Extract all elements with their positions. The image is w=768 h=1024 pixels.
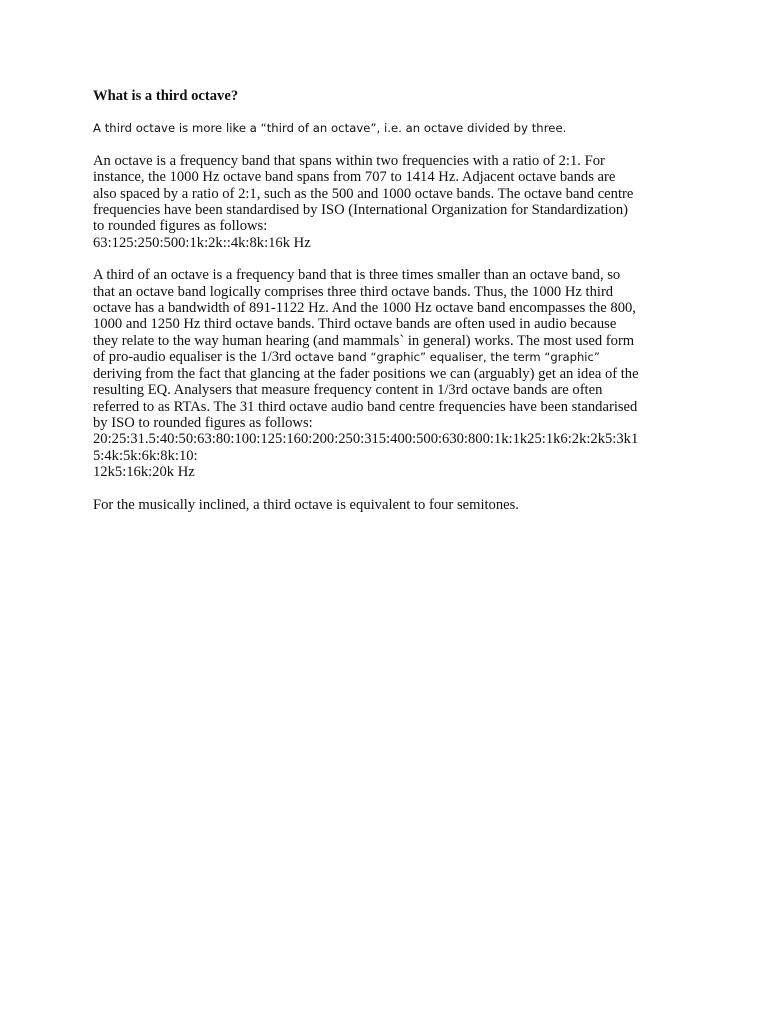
paragraph-line: to rounded figures as follows:: [93, 218, 268, 235]
paragraph-line: referred to as RTAs. The 31 third octave audio band centre frequencies have been standarised: [93, 398, 638, 415]
third-octave-frequency-list-end: 12k5:16k:20k Hz: [93, 464, 195, 481]
intro-paragraph: A third octave is more like a “third of an octave”, i.e. an octave divided by three.: [93, 121, 567, 136]
paragraph-line: deriving from the fact that glancing at the fader positions we can (arguably) get an idea of the: [93, 365, 639, 382]
paragraph-line: also spaced by a ratio of 2:1, such as the 500 and 1000 octave bands. The octave band centre: [93, 185, 634, 202]
octave-frequency-list: 63:125:250:500:1k:2k::4k:8k:16k Hz: [93, 234, 311, 251]
paragraph-line: frequencies have been standardised by ISO (International Organization for Standardization): [93, 202, 629, 219]
musical-paragraph: For the musically inclined, a third octave is equivalent to four semitones.: [93, 496, 519, 513]
third-octave-frequency-list: 20:25:31.5:40:50:63:80:100:125:160:200:250:315:400:500:630:800:1k:1k25:1k6:2k:2k5:3k1: [93, 431, 639, 448]
paragraph-line: 1000 and 1250 Hz third octave bands. Third octave bands are often used in audio because: [93, 316, 617, 333]
document-page: [93, 88, 685, 529]
octave-paragraph: [93, 153, 685, 251]
paragraph-line-mixed: [93, 349, 685, 365]
paragraph-line: instance, the 1000 Hz octave band spans from 707 to 1414 Hz. Adjacent octave bands are: [93, 169, 616, 186]
paragraph-line: octave has a bandwidth of 891-1122 Hz. And the 1000 Hz octave band encompasses the 800,: [93, 300, 636, 317]
paragraph-line: resulting EQ. Analysers that measure frequency content in 1/3rd octave bands are often: [93, 382, 603, 399]
mixed-line-sans-part: octave band “graphic” equaliser, the term “graphic”: [294, 350, 600, 365]
paragraph-line: A third of an octave is a frequency band that is three times smaller than an octave band, so: [93, 267, 621, 284]
third-octave-frequency-list-cont: 5:4k:5k:6k:8k:10:: [93, 447, 198, 464]
document-title: What is a third octave?: [93, 88, 239, 104]
mixed-line-serif-part: of pro-audio equaliser is the 1/3rd: [93, 349, 295, 366]
paragraph-line: by ISO to rounded figures as follows:: [93, 414, 313, 431]
paragraph-line: that an octave band logically comprises three third octave bands. Thus, the 1000 Hz third: [93, 283, 614, 300]
third-octave-paragraph: [93, 267, 685, 480]
paragraph-line: An octave is a frequency band that spans within two frequencies with a ratio of 2:1. For: [93, 152, 605, 169]
paragraph-line: they relate to the way human hearing (and mammals` in general) works. The most used form: [93, 332, 635, 349]
